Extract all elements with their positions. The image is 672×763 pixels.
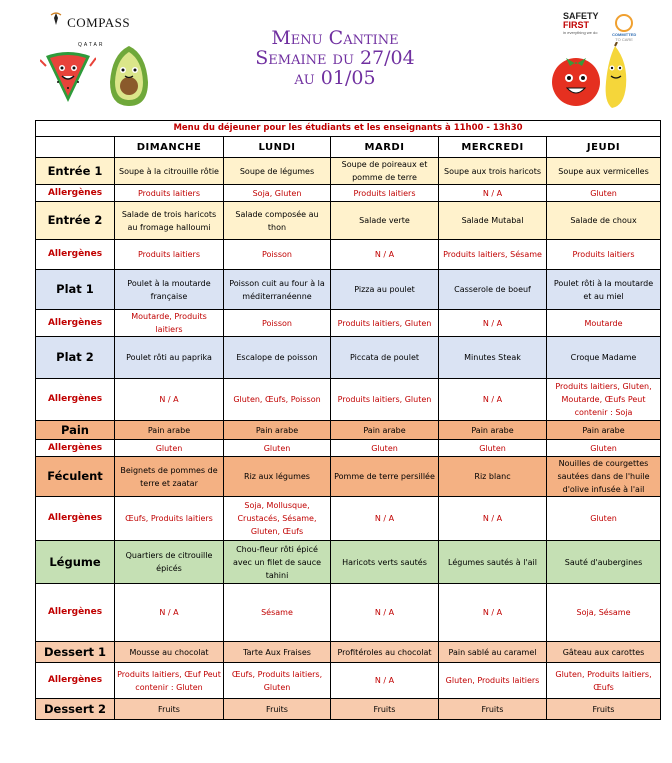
allergen-cell: N / A bbox=[331, 584, 439, 642]
allergen-cell: Gluten bbox=[439, 440, 547, 457]
allergen-cell: Gluten bbox=[224, 440, 331, 457]
allergen-cell: Gluten bbox=[547, 497, 661, 541]
allergen-cell: Produits laitiers, Gluten, Moutarde, Œufs Peut contenir : Soja bbox=[547, 379, 661, 421]
dish-cell: Gâteau aux carottes bbox=[547, 642, 661, 663]
menu-table bbox=[35, 120, 661, 720]
dish-cell: Pain sablé au caramel bbox=[439, 642, 547, 663]
allergen-cell: N / A bbox=[439, 379, 547, 421]
allergen-cell: Gluten bbox=[547, 440, 661, 457]
allergen-cell: N / A bbox=[115, 584, 224, 642]
compass-sub: QATAR bbox=[78, 42, 105, 48]
dish-cell: Sauté d'aubergines bbox=[547, 541, 661, 584]
allergen-label: Allergènes bbox=[36, 440, 115, 457]
dish-cell: Haricots verts sautés bbox=[331, 541, 439, 584]
compass-mark-icon bbox=[50, 12, 62, 26]
dish-cell: Pain arabe bbox=[115, 421, 224, 440]
allergen-row bbox=[36, 497, 661, 541]
dish-cell: Casserole de boeuf bbox=[439, 270, 547, 310]
dish-cell: Fruits bbox=[331, 699, 439, 720]
allergen-cell: Moutarde, Produits laitiers bbox=[115, 310, 224, 337]
day-header: MARDI bbox=[331, 137, 439, 158]
allergen-cell: Gluten bbox=[331, 440, 439, 457]
dish-cell: Riz aux légumes bbox=[224, 457, 331, 497]
allergen-cell: N / A bbox=[439, 497, 547, 541]
dish-cell: Salade composée au thon bbox=[224, 202, 331, 240]
safety-line-2: FIRST bbox=[563, 20, 589, 30]
day-header: LUNDI bbox=[224, 137, 331, 158]
dish-cell: Soupe de poireaux et pomme de terre bbox=[331, 158, 439, 185]
dish-cell: Croque Madame bbox=[547, 337, 661, 379]
allergen-cell: Sésame bbox=[224, 584, 331, 642]
allergen-cell: Produits laitiers, Sésame bbox=[439, 240, 547, 270]
watermelon-mascot-icon bbox=[40, 46, 96, 106]
day-header-row bbox=[36, 137, 661, 158]
dish-cell: Poulet à la moutarde française bbox=[115, 270, 224, 310]
corner-cell bbox=[36, 137, 115, 158]
safety-first-logo bbox=[563, 12, 599, 35]
allergen-label: Allergènes bbox=[36, 240, 115, 270]
allergen-cell: Gluten bbox=[115, 440, 224, 457]
dish-cell: Pomme de terre persillée bbox=[331, 457, 439, 497]
course-row bbox=[36, 270, 661, 310]
course-label: Féculent bbox=[36, 457, 115, 497]
menu-title bbox=[180, 28, 490, 88]
dish-cell: Pain arabe bbox=[547, 421, 661, 440]
course-row bbox=[36, 337, 661, 379]
menu-caption-row bbox=[36, 121, 661, 137]
title-line-2: Semaine du 27/04 bbox=[255, 47, 415, 69]
committed-line-2: TO CARE bbox=[615, 37, 633, 42]
dish-cell: Profitéroles au chocolat bbox=[331, 642, 439, 663]
allergen-cell: Œufs, Produits laitiers, Gluten bbox=[224, 663, 331, 699]
course-label: Légume bbox=[36, 541, 115, 584]
dish-cell: Salade verte bbox=[331, 202, 439, 240]
menu-caption: Menu du déjeuner pour les étudiants et les enseignants à 11h00 - 13h30 bbox=[36, 121, 661, 137]
committed-line-1: COMMITTED bbox=[612, 32, 637, 37]
allergen-cell: Poisson bbox=[224, 240, 331, 270]
allergen-row bbox=[36, 310, 661, 337]
dish-cell: Pain arabe bbox=[439, 421, 547, 440]
dish-cell: Fruits bbox=[547, 699, 661, 720]
page-header bbox=[0, 0, 672, 118]
allergen-cell: N / A bbox=[439, 584, 547, 642]
course-row bbox=[36, 202, 661, 240]
allergen-cell: Soja, Sésame bbox=[547, 584, 661, 642]
committed-to-care-logo bbox=[612, 14, 636, 42]
compass-name: COMPASS bbox=[67, 15, 131, 30]
dish-cell: Fruits bbox=[439, 699, 547, 720]
allergen-cell: Moutarde bbox=[547, 310, 661, 337]
dish-cell: Riz blanc bbox=[439, 457, 547, 497]
dish-cell: Tarte Aux Fraises bbox=[224, 642, 331, 663]
day-header: JEUDI bbox=[547, 137, 661, 158]
allergen-cell: Gluten, Produits laitiers bbox=[439, 663, 547, 699]
dish-cell: Piccata de poulet bbox=[331, 337, 439, 379]
dish-cell: Chou-fleur rôti épicé avec un filet de sauce tahini bbox=[224, 541, 331, 584]
allergen-row bbox=[36, 440, 661, 457]
allergen-cell: N / A bbox=[331, 240, 439, 270]
dish-cell: Salade de choux bbox=[547, 202, 661, 240]
dish-cell: Fruits bbox=[224, 699, 331, 720]
allergen-cell: Soja, Gluten bbox=[224, 185, 331, 202]
dish-cell: Quartiers de citrouille épicés bbox=[115, 541, 224, 584]
allergen-label: Allergènes bbox=[36, 497, 115, 541]
avocado-mascot-icon bbox=[106, 44, 152, 108]
day-header: MERCREDI bbox=[439, 137, 547, 158]
safety-tagline: in everything we do bbox=[563, 30, 598, 35]
allergen-row bbox=[36, 584, 661, 642]
dish-cell: Soupe de légumes bbox=[224, 158, 331, 185]
allergen-cell: Produits laitiers, Gluten bbox=[331, 379, 439, 421]
committed-ring-icon bbox=[615, 14, 633, 32]
dish-cell: Pain arabe bbox=[331, 421, 439, 440]
allergen-cell: Produits laitiers bbox=[115, 240, 224, 270]
dish-cell: Poisson cuit au four à la méditerranéenne bbox=[224, 270, 331, 310]
allergen-label: Allergènes bbox=[36, 310, 115, 337]
allergen-cell: Produits laitiers bbox=[547, 240, 661, 270]
dish-cell: Légumes sautés à l'ail bbox=[439, 541, 547, 584]
dish-cell: Escalope de poisson bbox=[224, 337, 331, 379]
course-row bbox=[36, 699, 661, 720]
day-header: DIMANCHE bbox=[115, 137, 224, 158]
course-label: Entrée 1 bbox=[36, 158, 115, 185]
dish-cell: Soupe aux trois haricots bbox=[439, 158, 547, 185]
dish-cell: Mousse au chocolat bbox=[115, 642, 224, 663]
dish-cell: Pizza au poulet bbox=[331, 270, 439, 310]
course-row bbox=[36, 642, 661, 663]
allergen-label: Allergènes bbox=[36, 185, 115, 202]
dish-cell: Salade Mutabal bbox=[439, 202, 547, 240]
allergen-cell: N / A bbox=[439, 310, 547, 337]
dish-cell: Nouilles de courgettes sautées dans de l'huile d'olive infusée à l'ail bbox=[547, 457, 661, 497]
allergen-row bbox=[36, 185, 661, 202]
menu-table-body bbox=[36, 121, 661, 720]
course-label: Dessert 1 bbox=[36, 642, 115, 663]
course-label: Plat 1 bbox=[36, 270, 115, 310]
course-label: Plat 2 bbox=[36, 337, 115, 379]
allergen-cell: N / A bbox=[331, 497, 439, 541]
allergen-label: Allergènes bbox=[36, 379, 115, 421]
tomato-mascot-icon bbox=[548, 48, 604, 110]
allergen-cell: Soja, Mollusque, Crustacés, Sésame, Gluten, Œufs bbox=[224, 497, 331, 541]
allergen-cell: N / A bbox=[439, 185, 547, 202]
dish-cell: Soupe à la citrouille rôtie bbox=[115, 158, 224, 185]
allergen-row bbox=[36, 379, 661, 421]
title-line-3: au 01/05 bbox=[294, 67, 376, 89]
dish-cell: Salade de trois haricots au fromage halloumi bbox=[115, 202, 224, 240]
allergen-label: Allergènes bbox=[36, 584, 115, 642]
course-label: Entrée 2 bbox=[36, 202, 115, 240]
title-line-1: Menu Cantine bbox=[271, 27, 399, 49]
dish-cell: Beignets de pommes de terre et zaatar bbox=[115, 457, 224, 497]
course-label: Dessert 2 bbox=[36, 699, 115, 720]
allergen-label: Allergènes bbox=[36, 663, 115, 699]
safety-line-1: SAFETY bbox=[563, 11, 599, 21]
allergen-cell: Poisson bbox=[224, 310, 331, 337]
dish-cell: Fruits bbox=[115, 699, 224, 720]
course-label: Pain bbox=[36, 421, 115, 440]
allergen-row bbox=[36, 240, 661, 270]
allergen-cell: Produits laitiers bbox=[331, 185, 439, 202]
dish-cell: Poulet rôti à la moutarde et au miel bbox=[547, 270, 661, 310]
allergen-cell: Gluten bbox=[547, 185, 661, 202]
allergen-cell: N / A bbox=[115, 379, 224, 421]
allergen-cell: Produits laitiers, Œuf Peut contenir : Gluten bbox=[115, 663, 224, 699]
dish-cell: Poulet rôti au paprika bbox=[115, 337, 224, 379]
allergen-cell: Produits laitiers bbox=[115, 185, 224, 202]
banana-mascot-icon bbox=[598, 42, 632, 112]
dish-cell: Soupe aux vermicelles bbox=[547, 158, 661, 185]
course-row bbox=[36, 457, 661, 497]
allergen-cell: Œufs, Produits laitiers bbox=[115, 497, 224, 541]
allergen-cell: Produits laitiers, Gluten bbox=[331, 310, 439, 337]
dish-cell: Pain arabe bbox=[224, 421, 331, 440]
allergen-cell: N / A bbox=[331, 663, 439, 699]
allergen-cell: Gluten, Œufs, Poisson bbox=[224, 379, 331, 421]
course-row bbox=[36, 158, 661, 185]
course-row bbox=[36, 541, 661, 584]
allergen-row bbox=[36, 663, 661, 699]
course-row bbox=[36, 421, 661, 440]
dish-cell: Minutes Steak bbox=[439, 337, 547, 379]
allergen-cell: Gluten, Produits laitiers, Œufs bbox=[547, 663, 661, 699]
